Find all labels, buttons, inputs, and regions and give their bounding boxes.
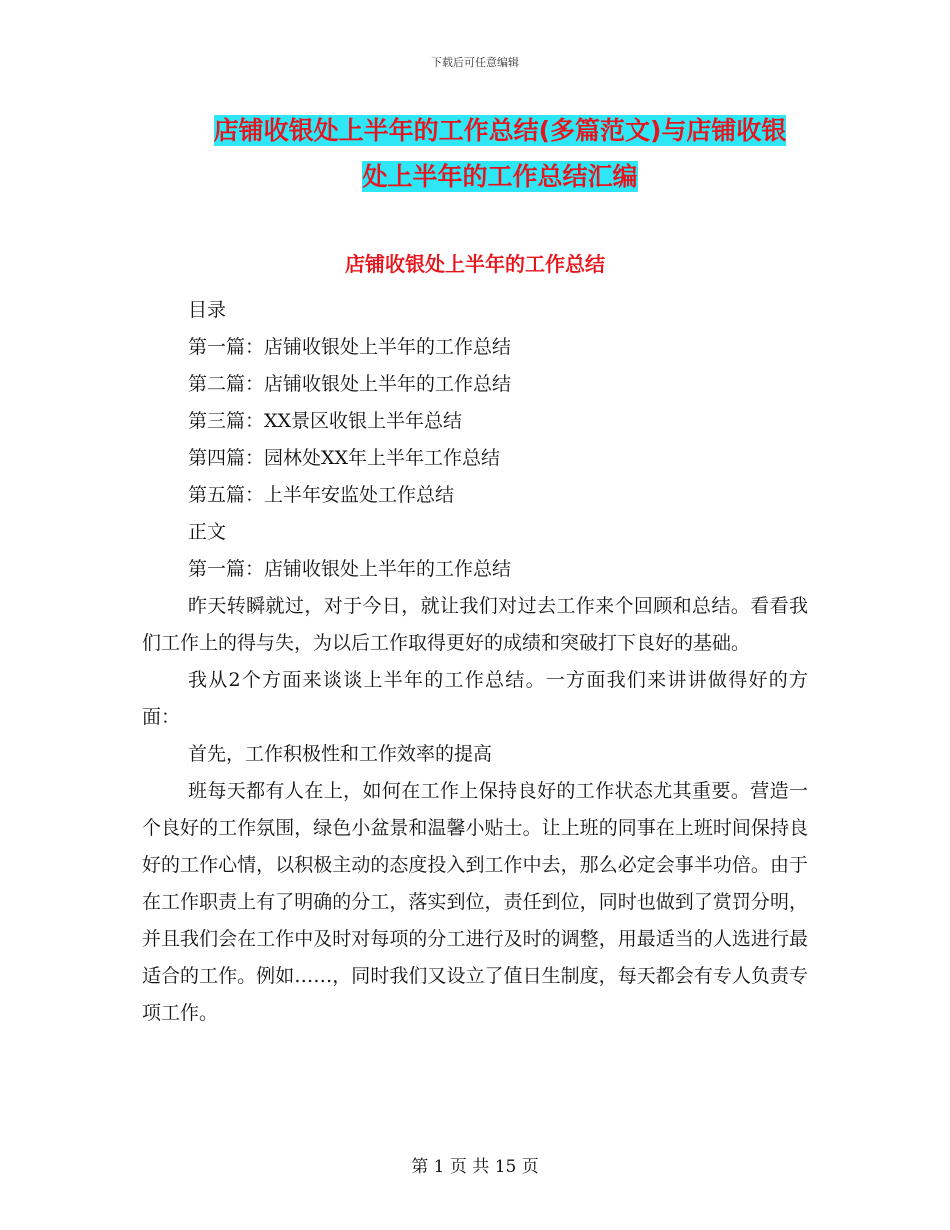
title-line-1: 店铺收银处上半年的工作总结(多篇范文)与店铺收银 (213, 116, 787, 145)
toc-item-1: 第一篇：店铺收银处上半年的工作总结 (188, 336, 512, 358)
paragraph-4: 班每天都有人在上，如何在工作上保持良好的工作状态尤其重要。营造一个良好的工作氛围，绿色小盆景和温馨小贴士。让上班的同事在上班时间保持良好的工作心情，以积极主动的态度投入到工作中去，那么必定会事半功倍。由于在工作职责上有了明确的分工，落实到位，责任到位，同时也做到了赏罚分明，并且我们会在工作中及时对每项的分工进行及时的调整，用最适当的人选进行最适合的工作。例如……，同时我们又设立了值日生制度，每天都会有专人负责专项工作。 (142, 780, 808, 1024)
title-line-2: 处上半年的工作总结汇编 (362, 162, 638, 191)
paragraph-2: 我从2个方面来谈谈上半年的工作总结。一方面我们来讲讲做得好的方面： (142, 669, 808, 728)
document-body (142, 292, 808, 1032)
toc-item-2: 第二篇：店铺收银处上半年的工作总结 (188, 373, 512, 395)
section-heading: 第一篇：店铺收银处上半年的工作总结 (188, 558, 512, 580)
header-note: 下载后可任意编辑 (431, 56, 519, 69)
body-label: 正文 (188, 521, 227, 543)
toc-item-4: 第四篇：园林处XX年上半年工作总结 (188, 447, 501, 469)
toc-item-3: 第三篇：XX景区收银上半年总结 (188, 410, 463, 432)
toc-label: 目录 (188, 299, 227, 321)
document-title (140, 108, 860, 200)
section-title: 店铺收银处上半年的工作总结 (345, 252, 605, 276)
paragraph-1: 昨天转瞬就过，对于今日，就让我们对过去工作来个回顾和总结。看看我们工作上的得与失，为以后工作取得更好的成绩和突破打下良好的基础。 (142, 595, 808, 654)
page-footer: 第 1 页 共 15 页 (411, 1157, 539, 1177)
toc-item-5: 第五篇：上半年安监处工作总结 (188, 484, 455, 506)
paragraph-3: 首先，工作积极性和工作效率的提高 (188, 743, 493, 765)
